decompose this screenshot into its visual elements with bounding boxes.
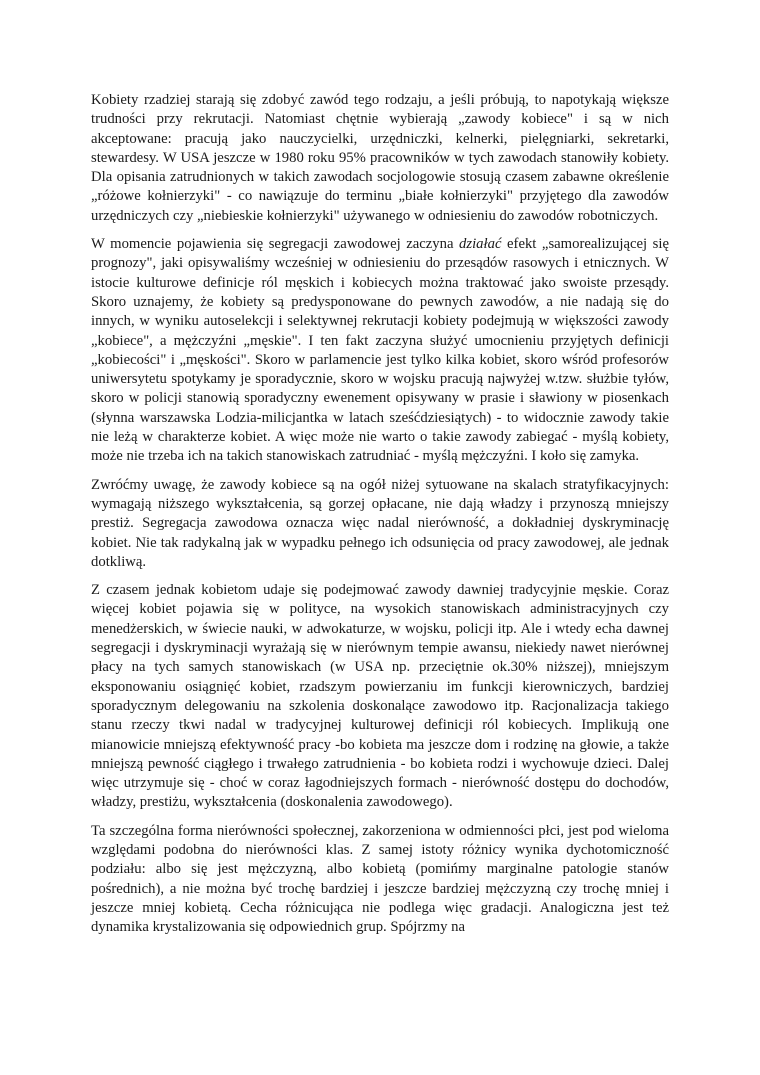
paragraph-5: Ta szczególna forma nierówności społecznej, zakorzeniona w odmienności płci, jest pod wieloma względami podobna do nierówności klas. Z samej istoty różnicy wynika dychotomiczność podziału: albo się jest mężczyzną, albo kobietą (pomińmy marginalne patologie stanów pośrednich), a nie można być trochę bardziej i jeszcze bardziej mężczyzną czy trochę mniej i jeszcze mniej kobietą. Cecha różnicująca nie podlega więc gradacji. Analogiczna jest też dynamika krystalizowania się odpowiednich grup. Spójrzmy na (91, 822, 669, 936)
paragraph-2-end: efekt „samorealizującej się prognozy", jaki opisywaliśmy wcześniej w odniesieniu do przesądów rasowych i etnicznych. W istocie kulturowe definicje ról męskich i kobiecych można traktować jako swoiste przesądy. Skoro uznajemy, że kobiety są predysponowane do pewnych zawodów, a nie nadają się do innych, w wyniku autoselekcji i selektywnej rekrutacji kobiety podejmują w większości zawody „kobiece", a mężczyźni „męskie". I ten fakt zaczyna służyć umocnieniu przyjętych definicji „kobiecości" i „męskości". Skoro w parlamencie jest tylko kilka kobiet, skoro wśród profesorów uniwersytetu spotykamy je sporadycznie, skoro w wojsku pracują najwyżej w.tzw. służbie tyłów, skoro w policji stanowią sporadyczny ewenement opisywany w prasie i sławiony w piosenkach (słynna warszawska Lodzia-milicjantka w latach sześćdziesiątych) - to widocznie zawody takie nie leżą w charakterze kobiet. A więc może nie warto o takie zawody zabiegać - myślą kobiety, może nie trzeba ich na takich stanowiskach zatrudniać - myślą mężczyźni. I koło się zamyka. (91, 236, 669, 465)
paragraph-3: Zwróćmy uwagę, że zawody kobiece są na ogół niżej sytuowane na skalach stratyfikacyjnych: wymagają niższego wykształcenia, są gorzej opłacane, nie dają władzy i przynoszą mniejszy prestiż. Segregacja zawodowa oznacza więc nadal nierówność, a dokładniej dyskryminację kobiet. Nie tak radykalną jak w wypadku pełnego ich odsunięcia od pracy zawodowej, ale jednak dotkliwą. (91, 476, 669, 570)
paragraph-2-start: W momencie pojawienia się segregacji zawodowej zaczyna (91, 236, 460, 253)
paragraph-2-emphasis: działać (459, 236, 502, 253)
document-page (91, 91, 669, 946)
paragraph-1: Kobiety rzadziej starają się zdobyć zawód tego rodzaju, a jeśli próbują, to napotykają większe trudności przy rekrutacji. Natomiast chętnie wybierają „zawody kobiece" i są w nich akceptowane: pracują jako nauczycielki, urzędniczki, kelnerki, pielęgniarki, sekretarki, stewardesy. W USA jeszcze w 1980 roku 95% pracowników w tych zawodach stanowiły kobiety. Dla opisania zatrudnionych w takich zawodach socjologowie stosują czasem zabawne określenie „różowe kołnierzyki" - co nawiązuje do terminu „białe kołnierzyki" przyjętego dla zawodów urzędniczych czy „niebieskie kołnierzyki" używanego w odniesieniu do zawodów robotniczych. (91, 92, 669, 224)
paragraph-4: Z czasem jednak kobietom udaje się podejmować zawody dawniej tradycyjnie męskie. Coraz więcej kobiet pojawia się w polityce, na wysokich stanowiskach administracyjnych czy menedżerskich, w świecie nauki, w adwokaturze, w wojsku, policji itp. Ale i wtedy echa dawnej segregacji i dyskryminacji wyrażają się w nierównym tempie awansu, niekiedy nawet nierównej płacy na tych samych stanowiskach (w USA np. przeciętnie ok.30% niższej), mniejszym eksponowaniu osiągnięć kobiet, rzadszym powierzaniu im funkcji kierowniczych, bardziej sporadycznym delegowaniu na szkolenia doskonalące zawodowo itp. Racjonalizacja takiego stanu rzeczy tkwi nadal w tradycyjnej kulturowej definicji ról kobiecych. Implikują one mianowicie mniejszą efektywność pracy -bo kobieta ma jeszcze dom i rodzinę na głowie, a także mniejszą pewność ciągłego i trwałego zatrudnienia - bo kobieta rodzi i wychowuje dzieci. Dalej więc utrzymuje się - choć w coraz łagodniejszych formach - nierówność dostępu do dochodów, władzy, prestiżu, wykształcenia (doskonalenia zawodowego). (91, 582, 669, 811)
paragraph-2 (91, 235, 669, 467)
